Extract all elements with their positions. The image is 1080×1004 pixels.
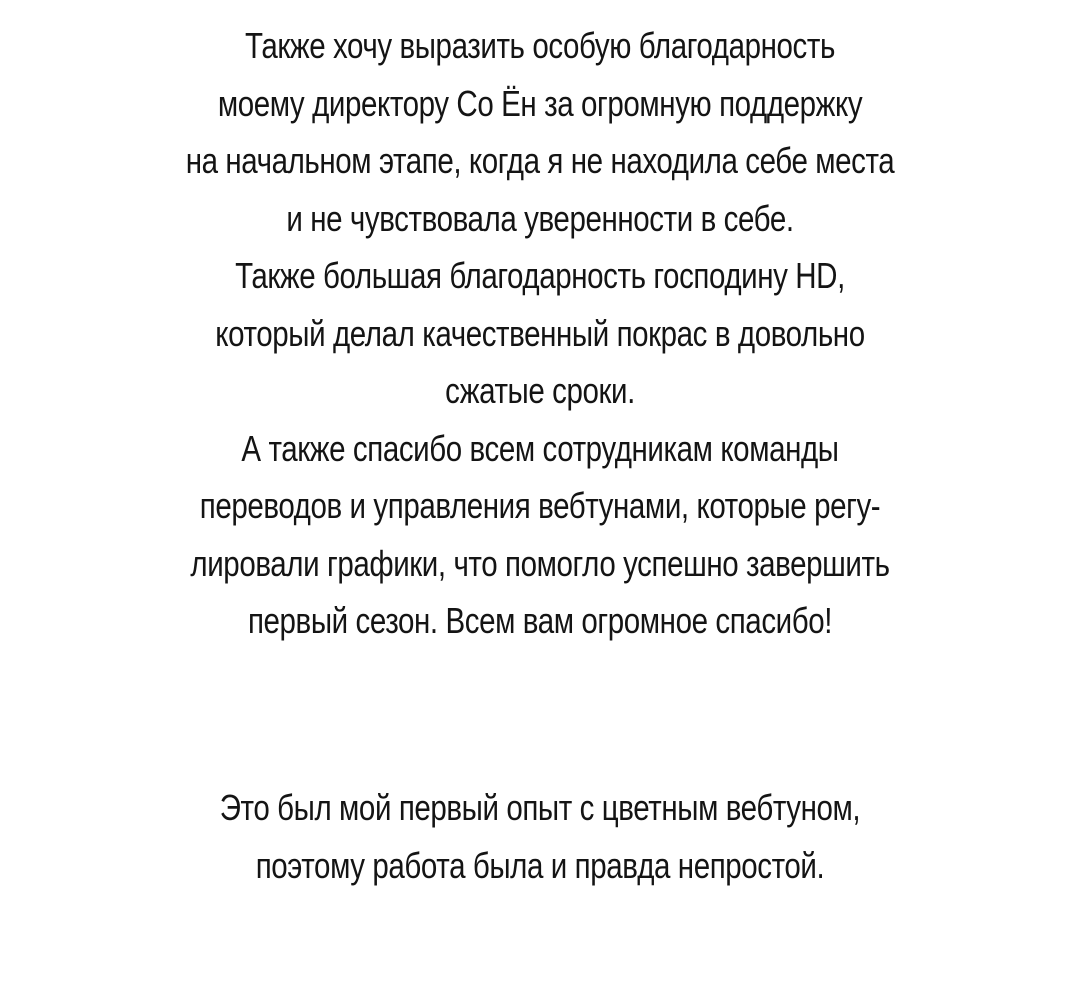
text-line: переводов и управления вебтунами, которые регу- <box>199 485 881 526</box>
acknowledgement-paragraph <box>97 17 983 650</box>
text-line: сжатые сроки. <box>445 370 635 411</box>
text-line: первый сезон. Всем вам огромное спасибо! <box>247 600 833 641</box>
text-line: А также спасибо всем сотрудникам команды <box>241 427 839 469</box>
text-line: поэтому работа была и правда непростой. <box>255 844 825 886</box>
text-line: моему директору Со Ён за огромную поддержку <box>217 82 863 124</box>
text-line: Это был мой первый опыт с цветным вебтуном, <box>219 787 861 828</box>
text-line: на начальном этапе, когда я не находила себе места <box>185 140 895 181</box>
text-line: который делал качественный покрас в довольно <box>215 312 865 354</box>
text-line: Также большая благодарность господину HD, <box>235 255 845 296</box>
text-line: Также хочу выразить особую благодарность <box>245 25 835 66</box>
text-line: лировали графики, что помогло успешно завершить <box>190 542 890 584</box>
closing-paragraph <box>97 779 983 894</box>
text-line: и не чувствовала уверенности в себе. <box>286 197 794 239</box>
